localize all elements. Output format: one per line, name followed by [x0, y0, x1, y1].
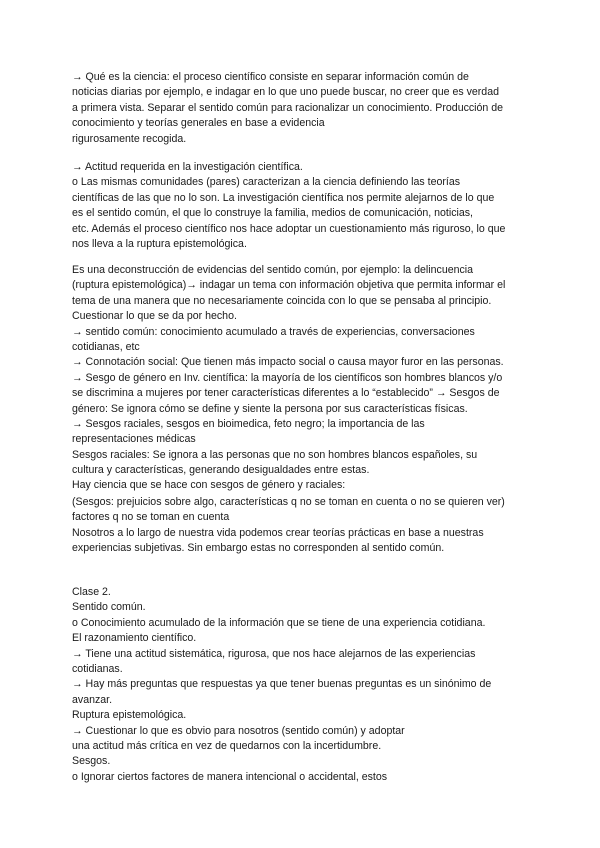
text-line: Cuestionar lo que se da por hecho.	[72, 310, 237, 323]
text-line: Nosotros a lo largo de nuestra vida podemos crear teorías prácticas en base a nuestras	[72, 526, 484, 539]
text-line: tema de una manera que no necesariamente coincida con lo que se pensaba al principio.	[72, 294, 492, 307]
text-line: → Connotación social: Que tienen más impacto social o causa mayor furor en las personas.	[72, 356, 504, 369]
text-line: o Conocimiento acumulado de la información que se tiene de una experiencia cotidiana.	[72, 616, 486, 629]
text-line: → sentido común: conocimiento acumulado a través de experiencias, conversaciones	[72, 325, 475, 338]
text-line: etc. Además el proceso científico nos hace adoptar un cuestionamiento más riguroso, lo que	[72, 222, 506, 235]
text-line: (Sesgos: prejuicios sobre algo, características q no se toman en cuenta o no se quieren ver)	[72, 496, 505, 508]
text-line: Sesgos.	[72, 755, 111, 768]
paragraph-sesgos-definicion	[72, 495, 532, 557]
text-line: nos lleva a la ruptura epistemológica.	[72, 237, 247, 250]
text-line: a primera vista. Separar el sentido común para racionalizar un conocimiento. Producción de	[72, 101, 504, 114]
text-line: cotidianas.	[72, 662, 123, 675]
text-line: cultura y características, generando desigualdades entre estas.	[72, 464, 370, 477]
text-line: se discrimina a mujeres por tener características diferentes a lo “establecido” → Sesgos de	[72, 387, 500, 400]
text-line: (ruptura epistemológica)→ indagar un tema con información objetiva que permita informar el	[72, 279, 506, 292]
text-line: avanzar.	[72, 693, 113, 706]
text-line: Sesgos raciales: Se ignora a las personas que no son hombres blancos españoles, su	[72, 448, 478, 461]
text-line: noticias diarias por ejemplo, e indagar en lo que uno puede buscar, no creer que es verdad	[72, 86, 499, 99]
text-line: factores q no se toman en cuenta	[72, 511, 230, 524]
paragraph-que-es-la-ciencia	[72, 70, 532, 147]
text-line: cotidianas, etc	[72, 340, 140, 353]
text-line: o Las mismas comunidades (pares) caracterizan a la ciencia definiendo las teorías	[72, 176, 461, 189]
text-line: El razonamiento científico.	[72, 632, 197, 645]
text-line: Hay ciencia que se hace con sesgos de género y raciales:	[72, 479, 346, 492]
text-line: → Actitud requerida en la investigación científica.	[72, 161, 303, 173]
text-line: → Tiene una actitud sistemática, rigurosa, que nos hace alejarnos de las experiencias	[72, 647, 476, 660]
text-line: rigurosamente recogida.	[72, 132, 187, 145]
text-line: Clase 2.	[72, 586, 111, 598]
text-line: → Cuestionar lo que es obvio para nosotros (sentido común) y adoptar	[72, 724, 405, 737]
text-line: → Sesgo de género en Inv. científica: la mayoría de los científicos son hombres blancos y/o	[72, 371, 503, 384]
text-line: Sentido común.	[72, 601, 146, 614]
paragraph-clase-2	[72, 585, 532, 785]
text-line: o Ignorar ciertos factores de manera intencional o accidental, estos	[72, 770, 388, 783]
text-line: género: Se ignora cómo se define y siente la persona por sus características físicas.	[72, 402, 468, 415]
text-line: Ruptura epistemológica.	[72, 709, 187, 722]
text-line: científicas de las que no lo son. La investigación científica nos permite alejarnos de lo que	[72, 191, 495, 204]
text-line: Es una deconstrucción de evidencias del sentido común, por ejemplo: la delincuencia	[72, 264, 474, 276]
text-line: → Hay más preguntas que respuestas ya que tener buenas preguntas es un sinónimo de	[72, 678, 492, 691]
text-line: experiencias subjetivas. Sin embargo estas no corresponden al sentido común.	[72, 542, 445, 555]
text-line: una actitud más crítica en vez de quedarnos con la incertidumbre.	[72, 739, 382, 752]
text-line: → Sesgos raciales, sesgos en bioimedica, feto negro; la importancia de las	[72, 417, 425, 430]
text-line: representaciones médicas	[72, 433, 196, 446]
text-line: es el sentido común, el que lo construye la familia, medios de comunicación, noticias,	[72, 207, 474, 220]
text-line: → Qué es la ciencia: el proceso científico consiste en separar información común de	[72, 71, 469, 83]
paragraph-deconstruccion-sesgos	[72, 263, 532, 494]
text-line: conocimiento y teorías generales en base a evidencia	[72, 117, 325, 130]
paragraph-actitud-requerida	[72, 160, 532, 252]
